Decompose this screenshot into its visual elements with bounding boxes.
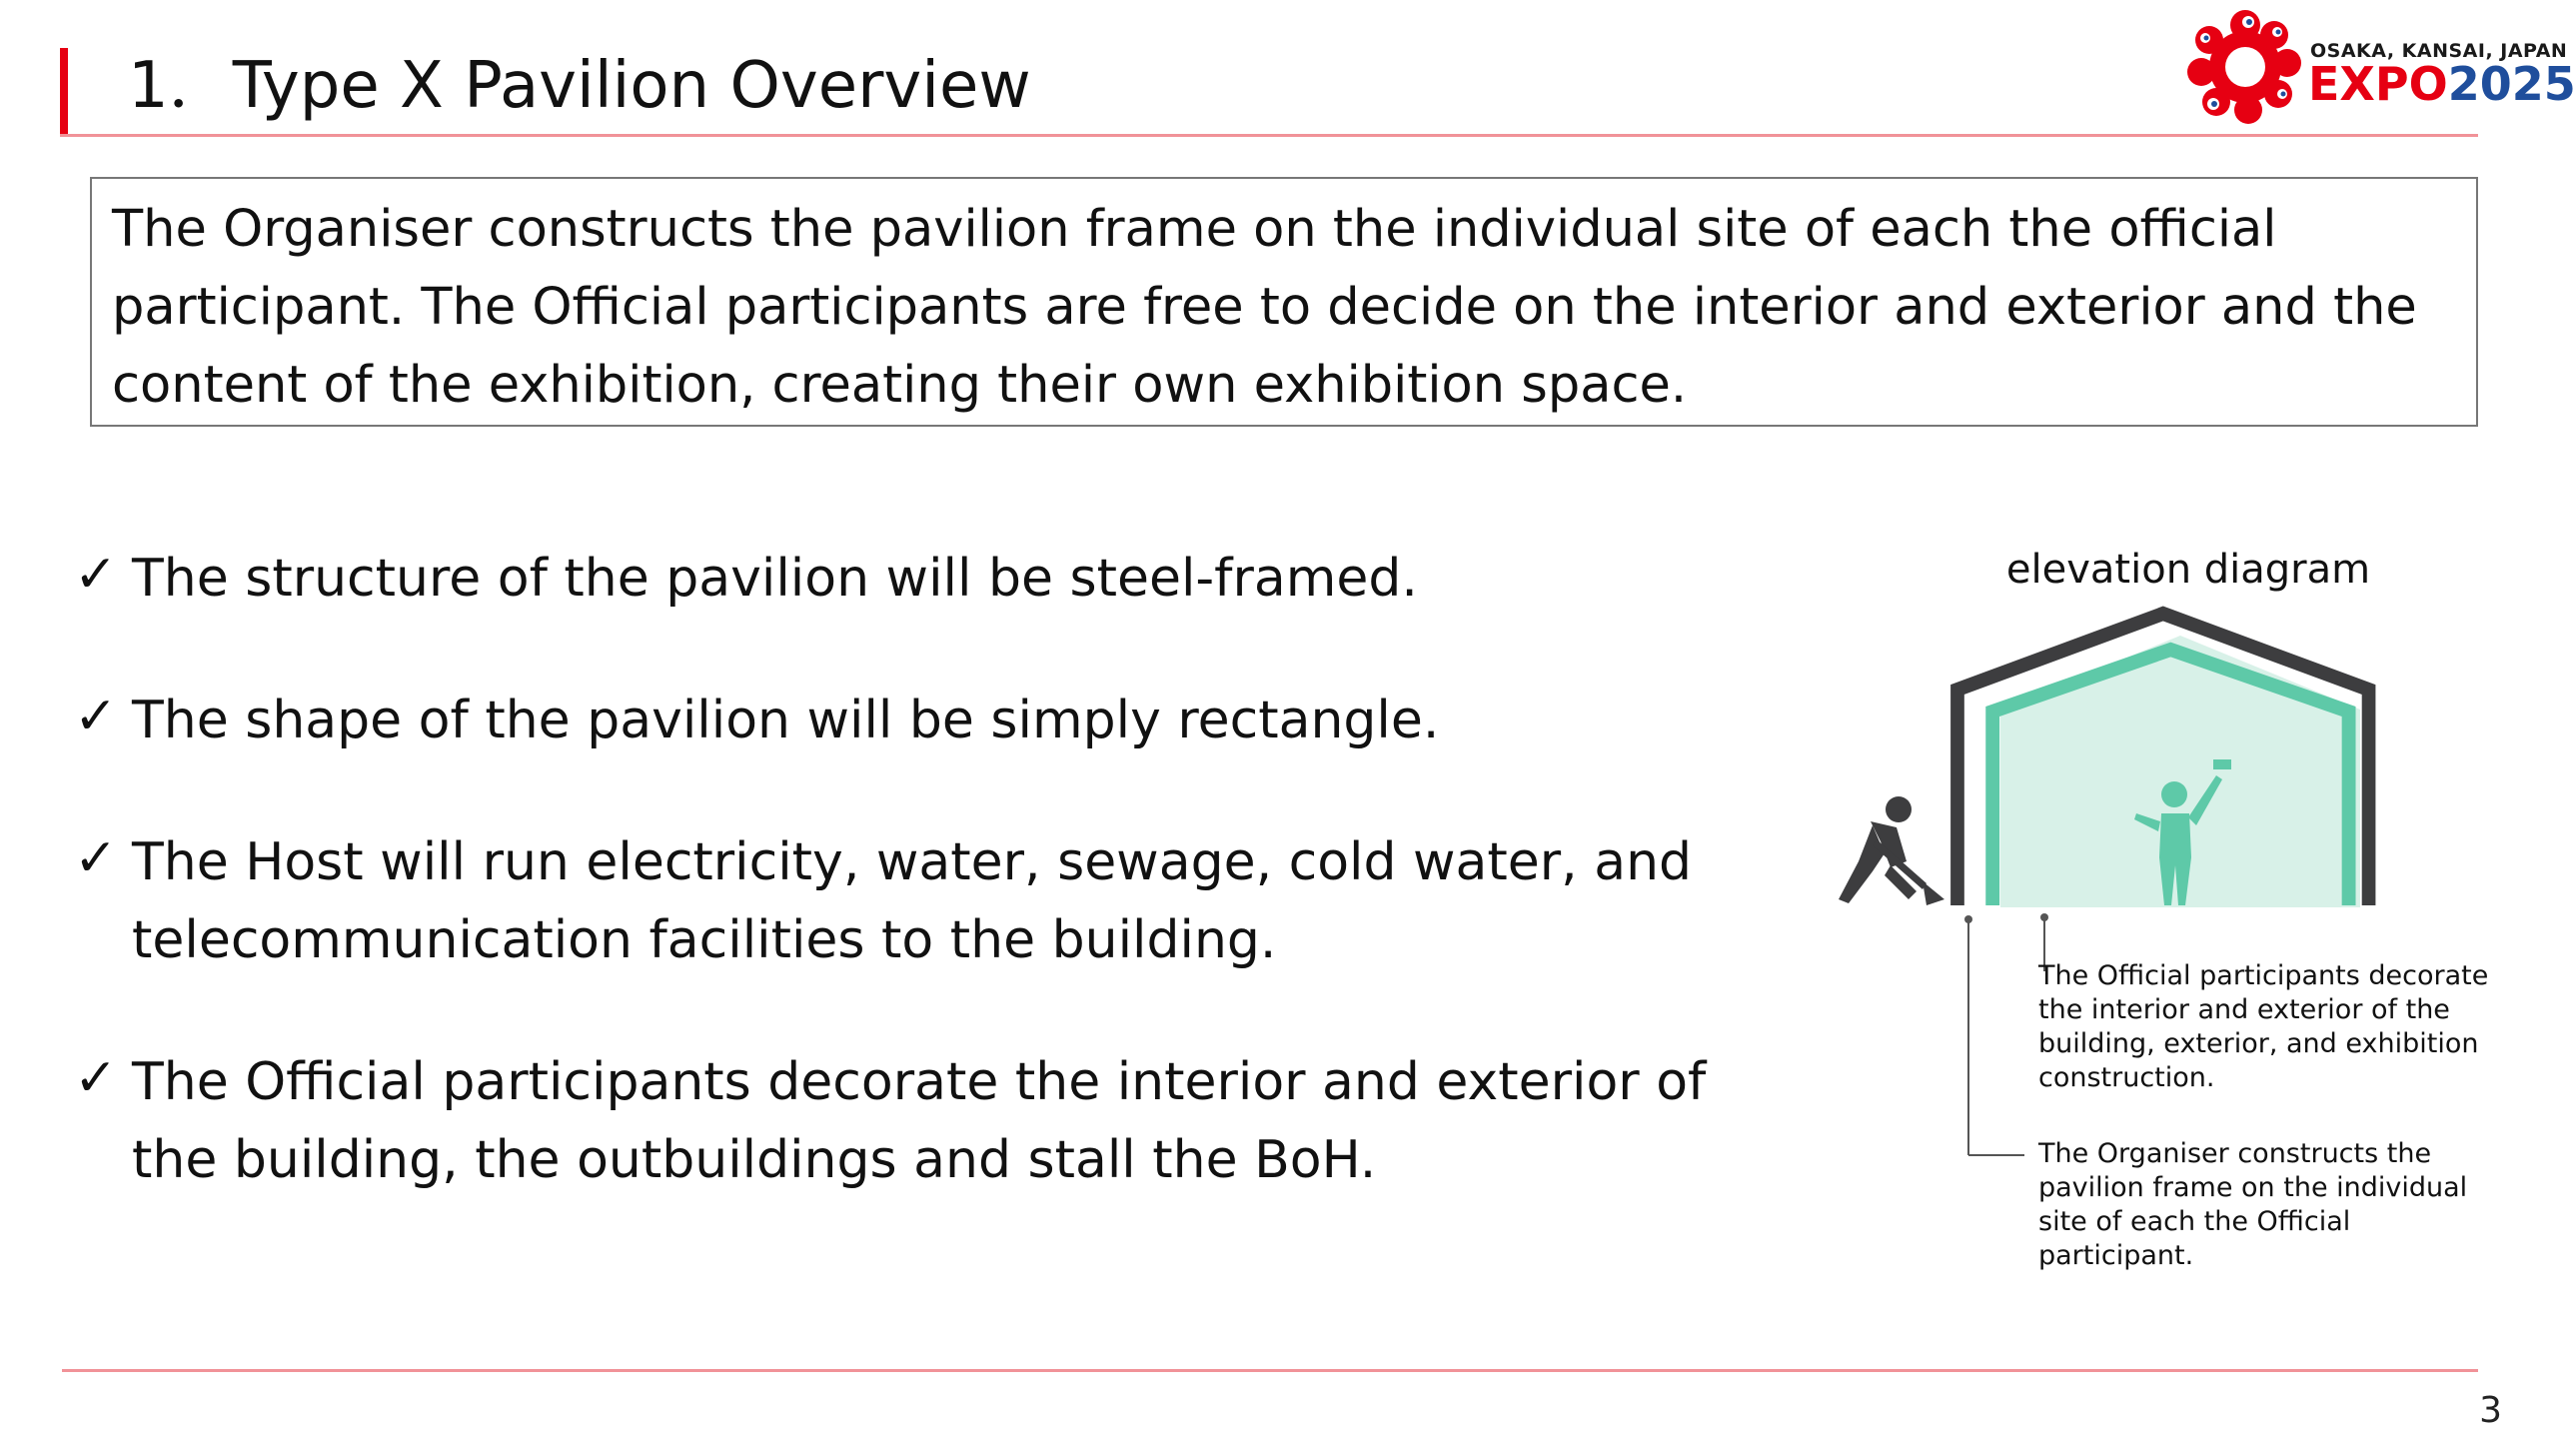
- interior-note: The Official participants decorate the interior and exterior of the building, exterior, and exhibition construction.: [2038, 960, 2489, 1093]
- list-item-text: The shape of the pavilion will be simply rectangle.: [132, 691, 1440, 750]
- list-item: [74, 540, 1793, 618]
- list-item: [74, 682, 1793, 759]
- logo-subtitle: OSAKA, KANSAI, JAPAN: [2310, 40, 2568, 62]
- title-accent-bar: [60, 48, 68, 136]
- leader-lines: [1968, 917, 2044, 1155]
- checkmark-icon: ✓: [74, 545, 118, 605]
- leader-dot: [1964, 915, 1972, 923]
- frame-note: The Organiser constructs the pavilion frame on the individual site of each the Official participant.: [2038, 1138, 2468, 1271]
- footer-divider: [62, 1369, 2478, 1372]
- page-title: 1．Type X Pavilion Overview: [128, 49, 1031, 123]
- logo-year-text: 2025: [2447, 57, 2576, 111]
- logo-wordmark: [2308, 56, 2576, 112]
- diagram-caption: elevation diagram: [2005, 547, 2371, 593]
- summary-box: The Organiser constructs the pavilion frame on the individual site of each the official participant. The Official participants are free to decide on the interior and exterior and the content of the exhibition, creating their own exhibition space.: [90, 177, 2478, 427]
- list-item-text: The Host will run electricity, water, sewage, cold water, and telecommunication facilities to the building.: [132, 832, 1693, 970]
- list-item: [74, 823, 1793, 979]
- checkmark-icon: ✓: [74, 828, 118, 888]
- list-item: [74, 1043, 1793, 1199]
- title-divider: [60, 134, 2478, 137]
- leader-dot: [2040, 913, 2048, 921]
- checkmark-icon: ✓: [74, 687, 118, 746]
- myaku-myaku-logo-icon: [2186, 8, 2304, 126]
- construction-worker-icon: [1839, 796, 1944, 905]
- expo-2025-logo: [2186, 8, 2576, 126]
- page-number: 3: [2479, 1390, 2502, 1431]
- list-item-text: The Official participants decorate the interior and exterior of the building, the outbuildings and stall the BoH.: [132, 1052, 1707, 1190]
- list-item-text: The structure of the pavilion will be steel-framed.: [132, 549, 1418, 609]
- logo-expo-text: EXPO: [2308, 57, 2448, 111]
- feature-list: [74, 540, 1793, 1263]
- checkmark-icon: ✓: [74, 1048, 118, 1108]
